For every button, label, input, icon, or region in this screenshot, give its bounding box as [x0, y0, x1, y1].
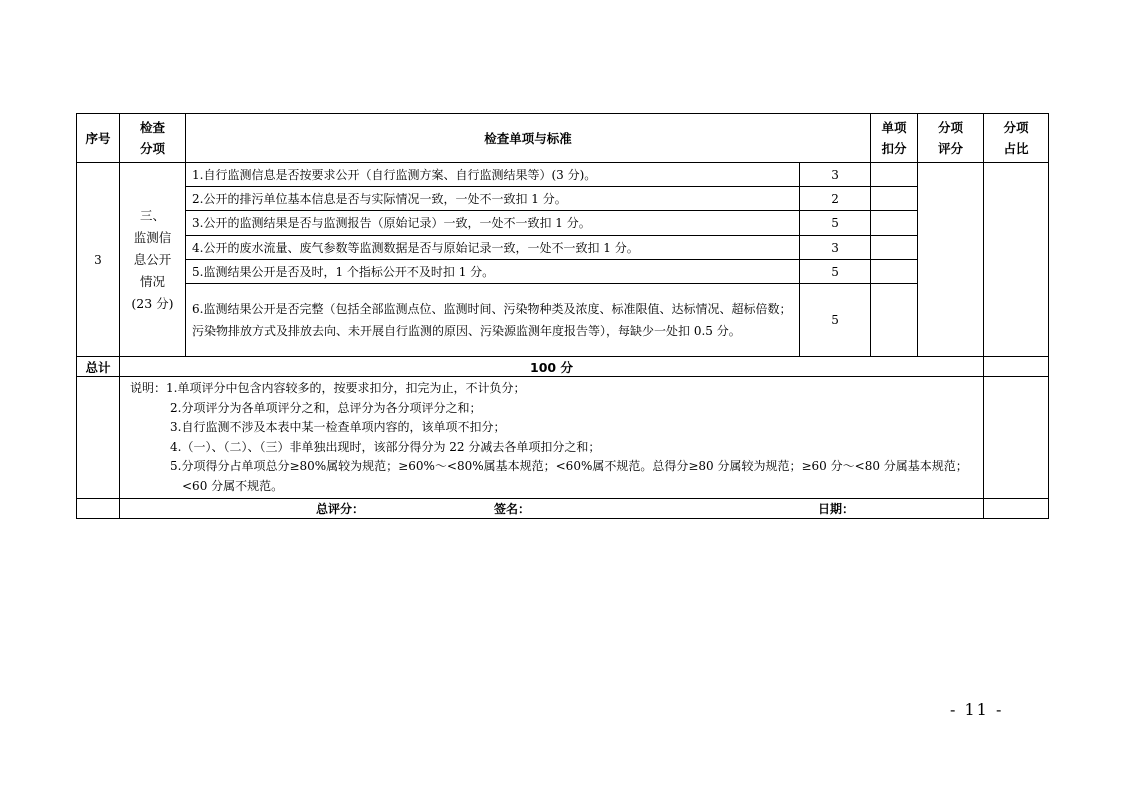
score-cell [918, 163, 984, 357]
category-cell [120, 163, 186, 357]
standard-item: 2.公开的排污单位基本信息是否与实际情况一致，一处不一致扣 1 分。 [186, 187, 800, 211]
ratio-cell [984, 163, 1049, 357]
category-line: 息公开 [133, 251, 172, 267]
total-score-label: 总评分： [316, 502, 365, 516]
total-ratio-cell [984, 357, 1049, 377]
notes-ratio-cell [984, 377, 1049, 499]
deduct-cell [871, 163, 918, 187]
item-points: 2 [800, 187, 871, 211]
deduct-cell [871, 187, 918, 211]
header-category: 检查分项 [120, 114, 186, 163]
header-standard: 检查单项与标准 [186, 114, 871, 163]
note-line: 说明：1.单项评分中包含内容较多的，按要求扣分，扣完为止，不计负分； [130, 381, 526, 395]
standard-item: 4.公开的废水流量、废气参数等监测数据是否与原始记录一致，一处不一致扣 1 分。 [186, 236, 800, 260]
category-line: 情况 [139, 273, 165, 289]
note-line: 5.分项得分占单项总分≥80%属较为规范；≥60%～<80%属基本规范；<60%属不规范。总得分≥80 分属较为规范；≥60 分～<80 分属基本规范； [170, 459, 968, 473]
header-score: 分项评分 [918, 114, 984, 163]
header-seq: 序号 [77, 114, 120, 163]
standard-item: 1.自行监测信息是否按要求公开（自行监测方案、自行监测结果等）(3 分)。 [186, 163, 800, 187]
signature-ratio-cell [984, 499, 1049, 519]
deduct-cell [871, 236, 918, 260]
deduct-cell [871, 284, 918, 357]
note-line: <60 分属不规范。 [182, 478, 284, 493]
item-points: 5 [800, 284, 871, 357]
note-line: 4.（一）、（二）、（三）非单独出现时，该部分得分为 22 分减去各单项扣分之和； [170, 439, 601, 454]
deduct-cell [871, 260, 918, 284]
category-line: 监测信 [133, 229, 172, 245]
standard-item: 3.公开的监测结果是否与监测报告（原始记录）一致，一处不一致扣 1 分。 [186, 211, 800, 236]
deduct-cell [871, 211, 918, 236]
note-line: 3.自行监测不涉及本表中某一检查单项内容的，该单项不扣分； [170, 420, 506, 434]
item-points: 3 [800, 236, 871, 260]
sign-label: 签名： [494, 502, 531, 516]
signature-row [120, 499, 984, 519]
inspection-table [76, 113, 1049, 519]
header-ratio: 分项占比 [984, 114, 1049, 163]
item-points: 3 [800, 163, 871, 187]
item-points: 5 [800, 211, 871, 236]
notes-blank-cell [77, 377, 120, 499]
category-line: 三、 [139, 207, 165, 223]
item-points: 5 [800, 260, 871, 284]
standard-item: 5.监测结果公开是否及时，1 个指标公开不及时扣 1 分。 [186, 260, 800, 284]
notes-cell [120, 377, 984, 499]
total-label: 总计 [77, 357, 120, 377]
page-number: - 11 - [950, 700, 1004, 719]
total-value: 100 分 [120, 357, 984, 377]
row-seq: 3 [77, 163, 120, 357]
standard-item: 6.监测结果公开是否完整（包括全部监测点位、监测时间、污染物种类及浓度、标准限值、达标情况、超标倍数；污染物排放方式及排放去向、未开展自行监测的原因、污染源监测年度报告等），每缺少一处扣 0.5 分。 [186, 284, 800, 357]
signature-blank-cell [77, 499, 120, 519]
note-line: 2.分项评分为各单项评分之和，总评分为各分项评分之和； [170, 400, 482, 415]
category-line: (23 分) [131, 295, 174, 311]
header-deduct: 单项扣分 [871, 114, 918, 163]
date-label: 日期： [818, 502, 855, 516]
